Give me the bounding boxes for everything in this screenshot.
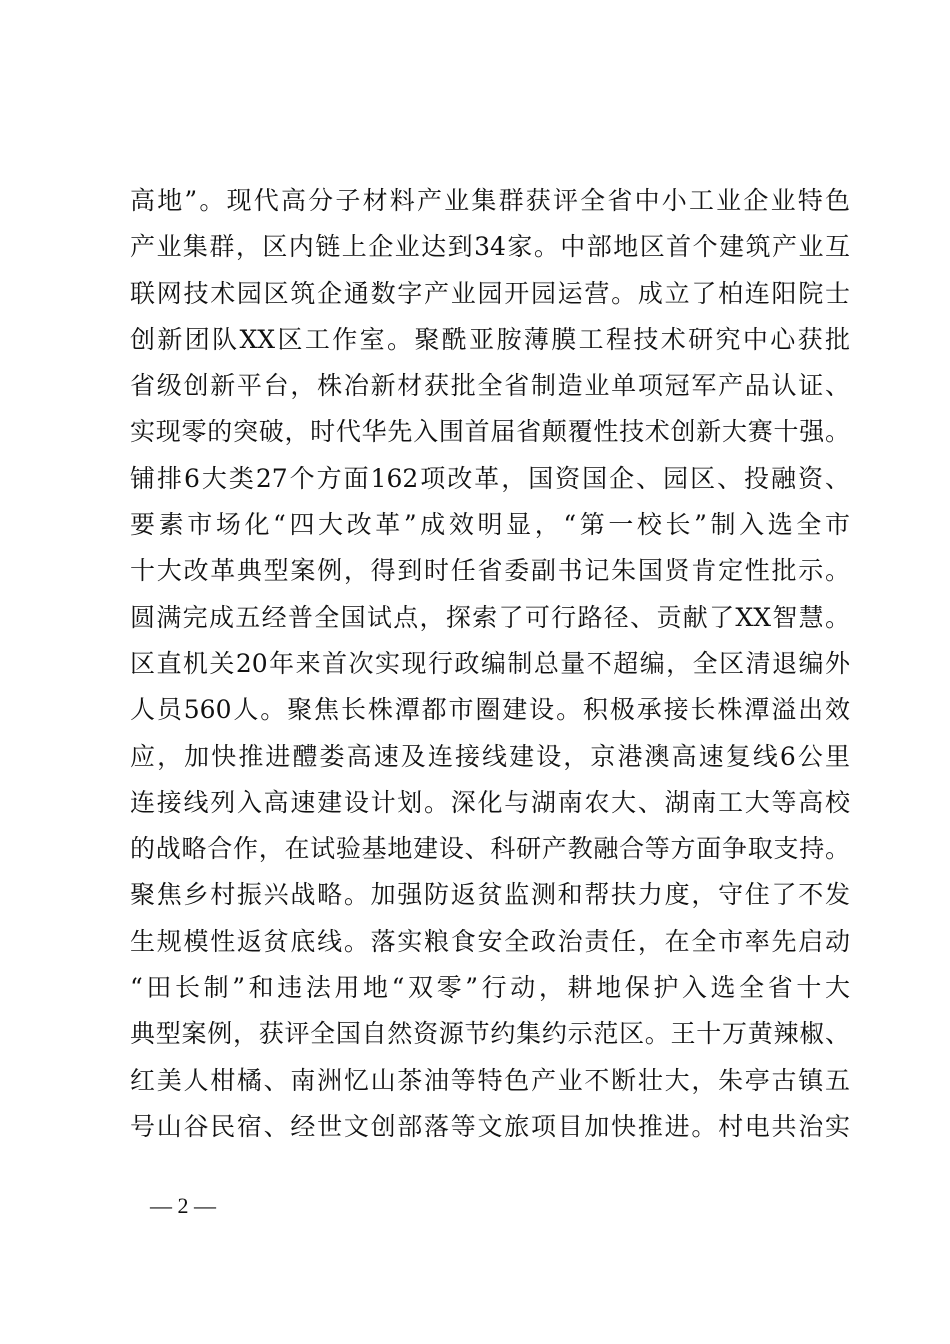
text-line: 典型案例，获评全国自然资源节约集约示范区。王十万黄辣椒、: [130, 1019, 850, 1049]
text-line: “田长制”和违法用地“双零”行动，耕地保护入选全省十大: [130, 973, 850, 1003]
text-line: 联网技术园区筑企通数字产业园开园运营。成立了柏连阳院士: [130, 278, 850, 308]
text-line: 聚焦乡村振兴战略。加强防返贫监测和帮扶力度，守住了不发: [130, 880, 850, 910]
text-line: 人员560人。聚焦长株潭都市圈建设。积极承接长株潭溢出效: [130, 695, 850, 725]
text-line: 创新团队XX区工作室。聚酰亚胺薄膜工程技术研究中心获批: [130, 324, 850, 354]
text-line: 连接线列入高速建设计划。深化与湖南农大、湖南工大等高校: [130, 787, 850, 817]
text-line: 红美人柑橘、南洲忆山茶油等特色产业不断壮大，朱亭古镇五: [130, 1065, 850, 1095]
text-line: 十大改革典型案例，得到时任省委副书记朱国贤肯定性批示。: [130, 556, 850, 586]
text-line: 的战略合作，在试验基地建设、科研产教融合等方面争取支持。: [130, 834, 850, 864]
text-line: 应，加快推进醴娄高速及连接线建设，京港澳高速复线6公里: [130, 741, 850, 771]
text-line: 铺排6大类27个方面162项改革，国资国企、园区、投融资、: [130, 463, 850, 493]
page-number: — 2 —: [150, 1193, 216, 1218]
text-line: 产业集群，区内链上企业达到34家。中部地区首个建筑产业互: [130, 232, 850, 262]
text-line: 圆满完成五经普全国试点，探索了可行路径、贡献了XX智慧。: [130, 602, 850, 632]
text-line: 区直机关20年来首次实现行政编制总量不超编，全区清退编外: [130, 648, 850, 678]
text-line: 要素市场化“四大改革”成效明显，“第一校长”制入选全市: [130, 510, 850, 540]
body-text: [130, 178, 850, 1150]
text-line: 实现零的突破，时代华先入围首届省颠覆性技术创新大赛十强。: [130, 417, 850, 447]
text-line: 生规模性返贫底线。落实粮食安全政治责任，在全市率先启动: [130, 926, 850, 956]
text-line: 号山谷民宿、经世文创部落等文旅项目加快推进。村电共治实: [130, 1111, 850, 1141]
text-line: 省级创新平台，株冶新材获批全省制造业单项冠军产品认证、: [130, 371, 850, 401]
text-line: 高地”。现代高分子材料产业集群获评全省中小工业企业特色: [130, 186, 850, 215]
